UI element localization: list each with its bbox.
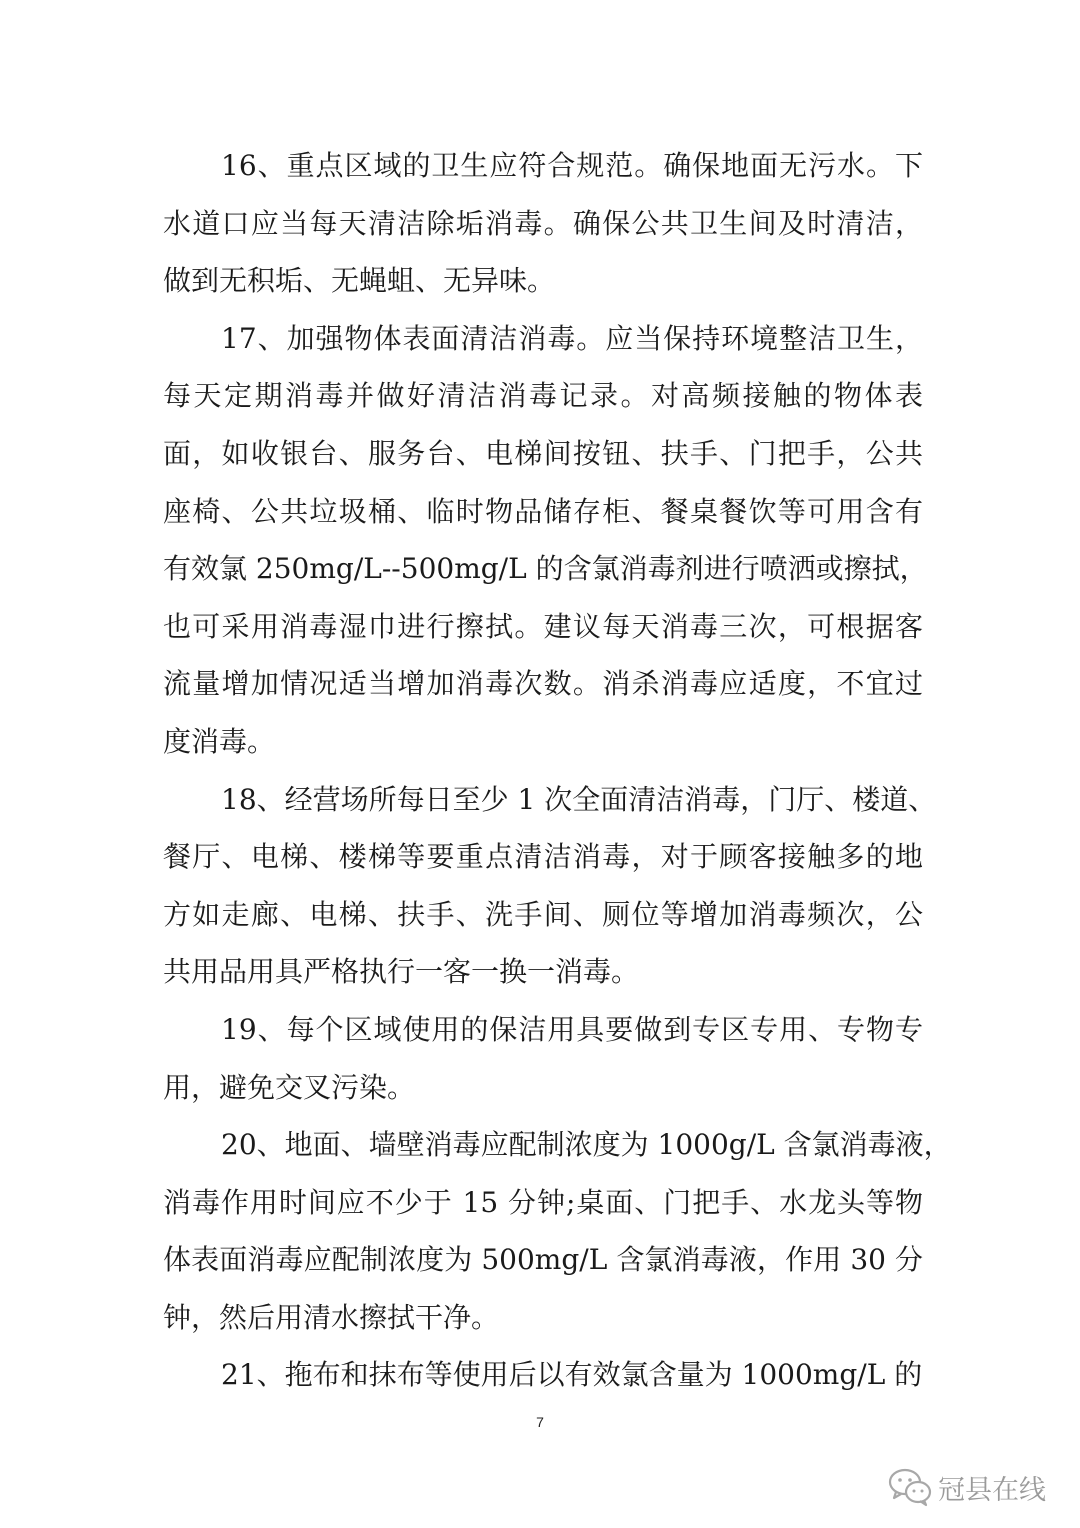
watermark-text: 冠县在线 bbox=[938, 1474, 1046, 1506]
paragraph-20 bbox=[163, 1116, 952, 1346]
paragraph-line: 18、经营场所每日至少 1 次全面清洁消毒，门厅、楼道、 bbox=[221, 782, 937, 816]
paragraph-line: 消毒作用时间应不少于 15 分钟;桌面、门把手、水龙头等物 bbox=[163, 1185, 923, 1219]
paragraph-line: 21、拖布和抹布等使用后以有效氯含量为 1000mg/L 的 bbox=[221, 1358, 923, 1392]
paragraph-17 bbox=[163, 310, 928, 771]
paragraph-line: 16、重点区域的卫生应符合规范。确保地面无污水。下 bbox=[221, 149, 923, 182]
wechat-watermark bbox=[888, 1467, 1046, 1507]
paragraph-line: 体表面消毒应配制浓度为 500mg/L 含氯消毒液，作用 30 分 bbox=[163, 1243, 923, 1277]
paragraph-line: 方如走廊、电梯、扶手、洗手间、厕位等增加消毒频次，公 bbox=[163, 897, 923, 931]
paragraph-line: 17、加强物体表面清洁消毒。应当保持环境整洁卫生， bbox=[221, 321, 923, 355]
paragraph-19 bbox=[163, 1001, 923, 1116]
paragraph-line: 度消毒。 bbox=[163, 724, 276, 758]
paragraph-18 bbox=[163, 771, 937, 1001]
paragraph-line: 座椅、公共垃圾桶、临时物品储存柜、餐桌餐饮等可用含有 bbox=[163, 494, 923, 528]
wechat-icon bbox=[888, 1467, 932, 1507]
paragraph-16 bbox=[163, 137, 923, 310]
paragraph-line: 每天定期消毒并做好清洁消毒记录。对高频接触的物体表 bbox=[163, 379, 923, 413]
paragraph-line: 钟，然后用清水擦拭干净。 bbox=[163, 1300, 500, 1334]
paragraph-line: 流量增加情况适当增加消毒次数。消杀消毒应适度，不宜过 bbox=[163, 667, 923, 701]
paragraph-line: 有效氯 250mg/L--500mg/L 的含氯消毒剂进行喷洒或擦拭， bbox=[163, 552, 928, 586]
paragraph-21 bbox=[163, 1346, 923, 1404]
paragraph-line: 水道口应当每天清洁除垢消毒。确保公共卫生间及时清洁， bbox=[163, 206, 923, 240]
paragraph-line: 19、每个区域使用的保洁用具要做到专区专用、专物专 bbox=[221, 1012, 923, 1046]
paragraph-line: 20、地面、墙壁消毒应配制浓度为 1000g/L 含氯消毒液， bbox=[221, 1128, 952, 1162]
paragraph-line: 餐厅、电梯、楼梯等要重点清洁消毒，对于顾客接触多的地 bbox=[163, 840, 923, 874]
paragraph-line: 面，如收银台、服务台、电梯间按钮、扶手、门把手，公共 bbox=[163, 436, 923, 470]
document-body bbox=[163, 137, 952, 1404]
page-number: 7 bbox=[536, 1414, 544, 1430]
paragraph-line: 做到无积垢、无蝇蛆、无异味。 bbox=[163, 264, 556, 298]
paragraph-line: 也可采用消毒湿巾进行擦拭。建议每天消毒三次，可根据客 bbox=[163, 609, 923, 643]
paragraph-line: 用，避免交叉污染。 bbox=[163, 1070, 416, 1104]
paragraph-line: 共用品用具严格执行一客一换一消毒。 bbox=[163, 955, 640, 989]
